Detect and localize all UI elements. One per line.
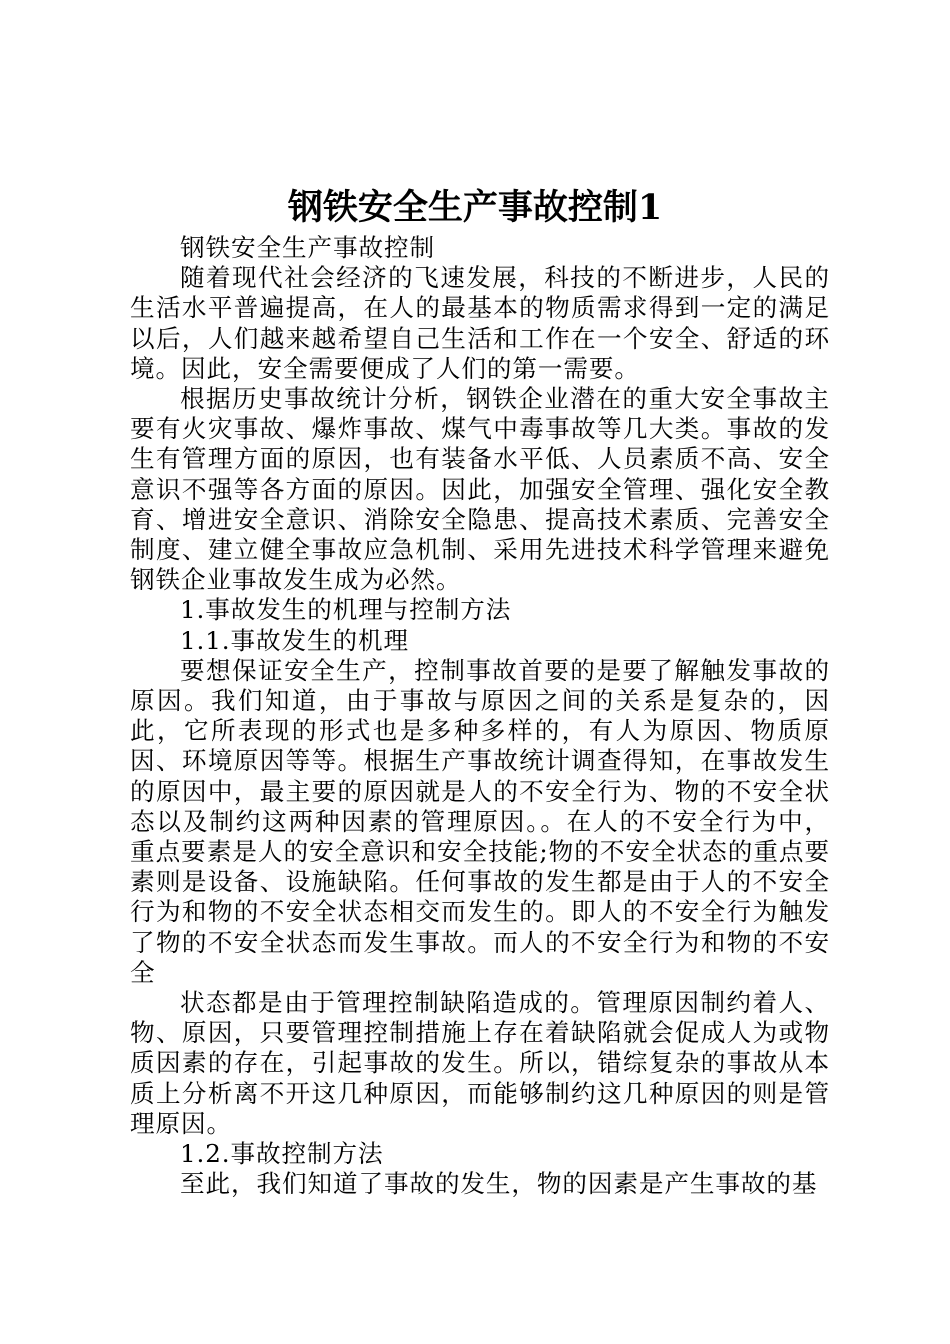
control-paragraph: 至此，我们知道了事故的发生，物的因素是产生事故的基 [180,1169,818,1199]
subtitle-paragraph: 钢铁安全生产事故控制 [180,233,435,262]
management-paragraph: 状态都是由于管理控制缺陷造成的。管理原因制约着人、物、原因，只要管理控制措施上存在着缺陷就会促成人为或物质因素的存在，引起事故的发生。所以，错综复杂的事故从本质上分析离不开这几种原因，而能够制约这几种原因的则是管理原因。 [130,988,830,1138]
section-heading-1-2: 1.2.事故控制方法 [180,1139,384,1169]
document-title: 钢铁安全生产事故控制1 [287,187,663,228]
intro-paragraph: 随着现代社会经济的飞速发展，科技的不断进步，人民的生活水平普遍提高，在人的最基本的物质需求得到一定的满足以后，人们越来越希望自己生活和工作在一个安全、舒适的环境。因此，安全需要便成了人们的第一需要。 [130,263,830,383]
mechanism-paragraph: 要想保证安全生产，控制事故首要的是要了解触发事故的原因。我们知道，由于事故与原因之间的关系是复杂的，因此，它所表现的形式也是多种多样的，有人为原因、物质原因、环境原因等等。根据生产事故统计调查得知，在事故发生的原因中，最主要的原因就是人的不安全行为、物的不安全状态以及制约这两种因素的管理原因。。在人的不安全行为中，重点要素是人的安全意识和安全技能;物的不安全状态的重点要素则是设备、设施缺陷。任何事故的发生都是由于人的不安全行为和物的不安全状态相交而发生的。即人的不安全行为触发了物的不安全状态而发生事故。而人的不安全行为和物的不安全 [130,655,830,987]
analysis-paragraph: 根据历史事故统计分析，钢铁企业潜在的重大安全事故主要有火灾事故、爆炸事故、煤气中毒事故等几大类。事故的发生有管理方面的原因，也有装备水平低、人员素质不高、安全意识不强等各方面的原因。因此，加强安全管理、强化安全教育、增进安全意识、消除安全隐患、提高技术素质、完善安全制度、建立健全事故应急机制、采用先进技术科学管理来避免钢铁企业事故发生成为必然。 [130,384,830,595]
section-heading-1: 1.事故发生的机理与控制方法 [180,595,512,625]
document-body [130,233,830,1200]
section-heading-1-1: 1.1.事故发生的机理 [180,625,409,655]
